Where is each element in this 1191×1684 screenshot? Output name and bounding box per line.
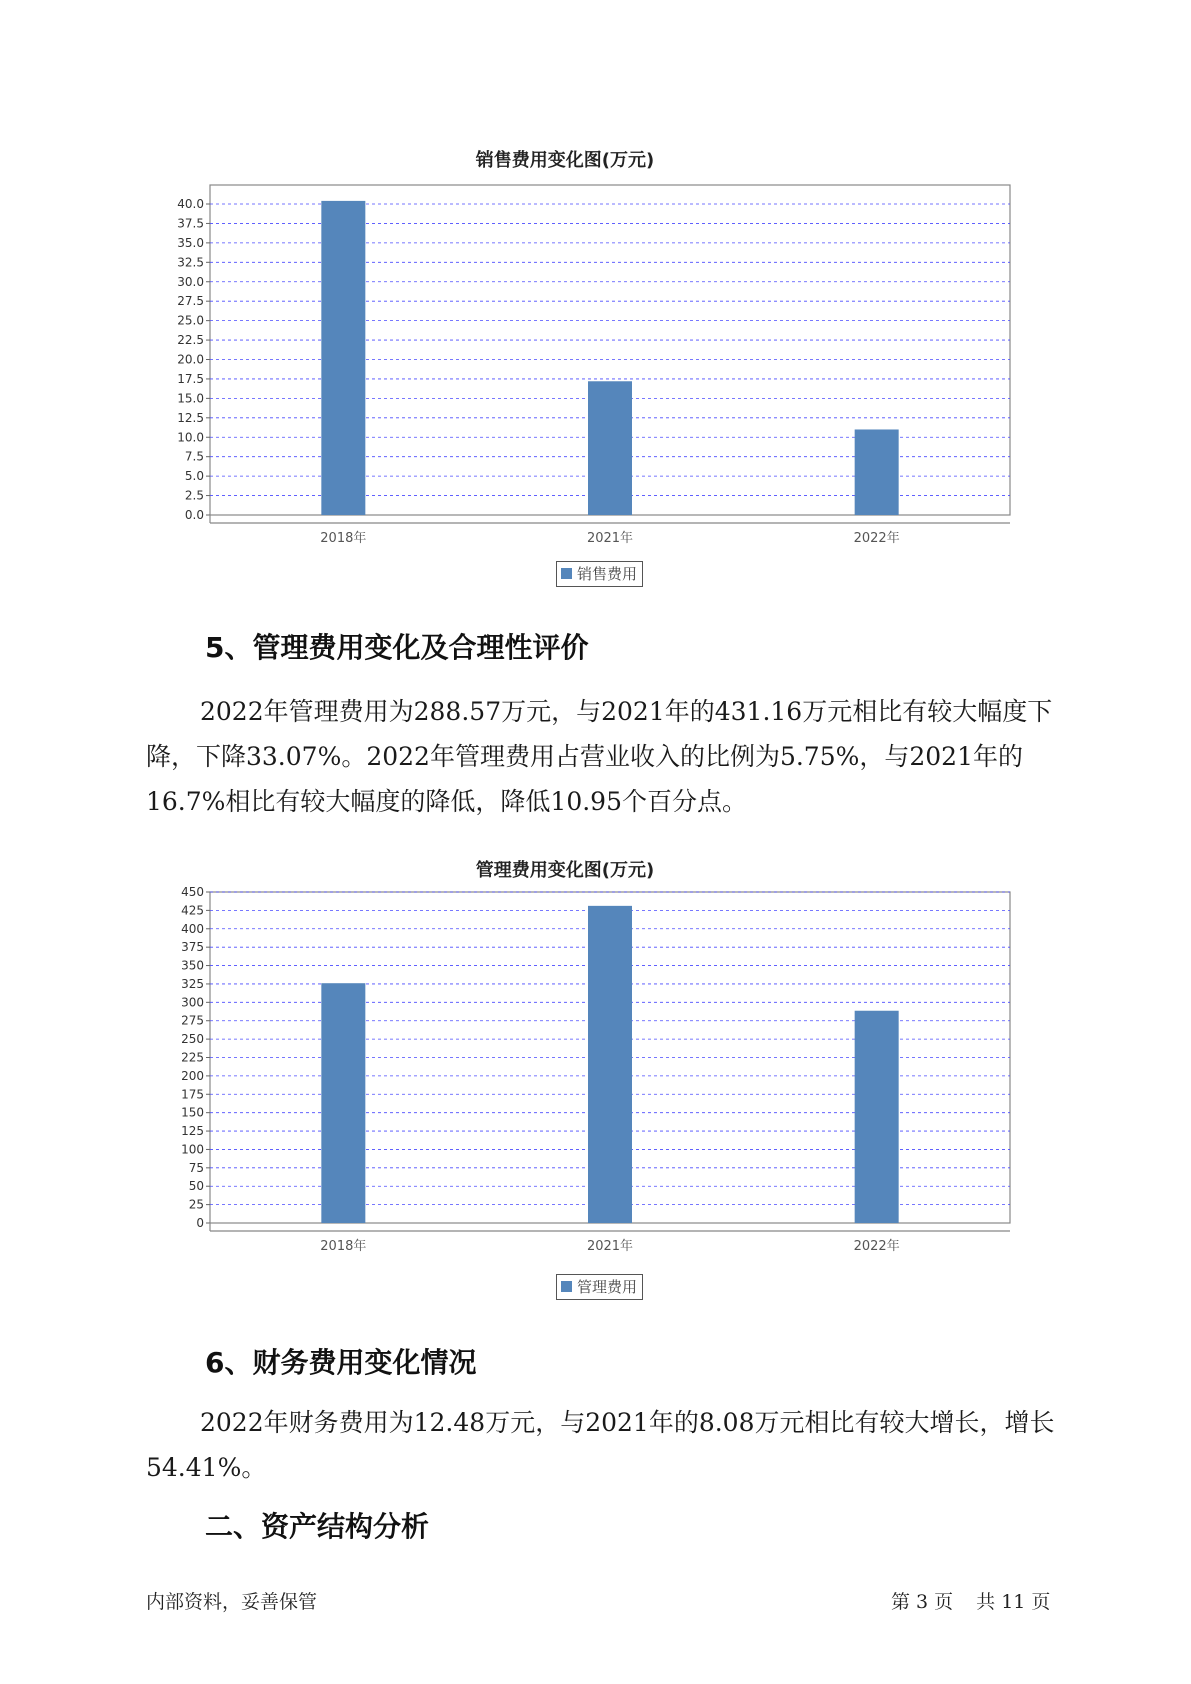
footer-page-prefix: 第 <box>891 1591 911 1613</box>
heading-finance-expense: 6、财务费用变化情况 <box>205 1346 477 1379</box>
paragraph-finance-expense <box>146 1400 1056 1490</box>
y-tick-label: 400 <box>181 921 204 936</box>
y-tick-label: 27.5 <box>177 294 204 309</box>
y-tick-label: 150 <box>181 1105 204 1120</box>
y-tick-label: 50 <box>188 1179 204 1194</box>
y-tick-label: 35.0 <box>177 235 204 250</box>
y-tick-label: 175 <box>181 1087 204 1102</box>
y-tick-label: 100 <box>181 1142 204 1157</box>
y-tick-label: 25 <box>188 1197 204 1212</box>
heading-asset-structure: 二、资产结构分析 <box>205 1510 430 1543</box>
y-tick-label: 200 <box>181 1068 204 1083</box>
y-tick-label: 5.0 <box>184 469 204 484</box>
y-tick-label: 75 <box>188 1160 204 1175</box>
y-tick-label: 22.5 <box>177 333 204 348</box>
y-tick-label: 0 <box>196 1216 204 1230</box>
y-tick-label: 2.5 <box>184 488 204 503</box>
x-tick-label: 2018年 <box>320 1239 367 1254</box>
y-tick-label: 425 <box>181 903 204 918</box>
y-tick-label: 20.0 <box>177 352 204 367</box>
y-tick-label: 37.5 <box>177 216 204 231</box>
y-tick-label: 125 <box>181 1124 204 1139</box>
y-tick-label: 17.5 <box>177 371 204 386</box>
footer-page-info <box>888 1587 1053 1614</box>
y-tick-label: 30.0 <box>177 274 204 289</box>
chart-title-management-expense: 管理费用变化图(万元) <box>475 860 655 881</box>
x-tick-label: 2018年 <box>320 531 367 546</box>
legend-label-management: 管理费用 <box>577 1278 638 1296</box>
x-tick-label: 2022年 <box>853 1239 900 1254</box>
y-tick-label: 225 <box>181 1050 204 1065</box>
chart-legend-management <box>556 1274 643 1300</box>
y-tick-label: 250 <box>181 1032 204 1047</box>
chart-title-sales-expense: 销售费用变化图(万元) <box>475 150 655 171</box>
y-tick-label: 40.0 <box>177 197 204 211</box>
footer-page-number: 3 <box>916 1591 929 1613</box>
x-tick-label: 2021年 <box>586 531 634 546</box>
footer-page-word: 页 <box>934 1591 954 1613</box>
bar-1 <box>588 906 632 1223</box>
x-tick-label: 2021年 <box>586 1239 634 1254</box>
footer-total-pages: 11 <box>1001 1591 1026 1613</box>
y-tick-label: 15.0 <box>177 391 204 406</box>
y-tick-label: 32.5 <box>177 255 204 270</box>
y-tick-label: 300 <box>181 995 204 1010</box>
x-tick-label: 2022年 <box>853 531 900 546</box>
y-tick-label: 25.0 <box>177 313 204 328</box>
y-tick-label: 10.0 <box>177 430 204 445</box>
heading-management-expense: 5、管理费用变化及合理性评价 <box>205 631 589 664</box>
legend-swatch-management <box>561 1281 572 1292</box>
paragraph-management-expense-text: 2022年管理费用为288.57万元，与2021年的431.16万元相比有较大幅度下降，下降33.07%。2022年管理费用占营业收入的比例为5.75%，与2021年的16.7%相比有较大幅度的降低，降低10.95个百分点。 <box>146 697 1053 816</box>
y-tick-label: 325 <box>181 976 204 991</box>
y-tick-label: 450 <box>181 885 204 899</box>
y-tick-label: 12.5 <box>177 410 204 425</box>
bar-0 <box>321 983 365 1223</box>
footer-total-prefix: 共 <box>976 1591 996 1613</box>
legend-label-sales: 销售费用 <box>577 565 638 583</box>
paragraph-finance-expense-text: 2022年财务费用为12.48万元，与2021年的8.08万元相比有较大增长，增长54.41%。 <box>146 1408 1055 1482</box>
footer-confidential-note: 内部资料，妥善保管 <box>146 1591 318 1613</box>
y-tick-label: 7.5 <box>184 449 204 464</box>
y-tick-label: 0.0 <box>184 508 204 522</box>
footer-total-word: 页 <box>1031 1591 1051 1613</box>
bar-2 <box>855 1011 899 1223</box>
y-tick-label: 375 <box>181 940 204 955</box>
y-tick-label: 350 <box>181 958 204 973</box>
y-tick-label: 275 <box>181 1013 204 1028</box>
